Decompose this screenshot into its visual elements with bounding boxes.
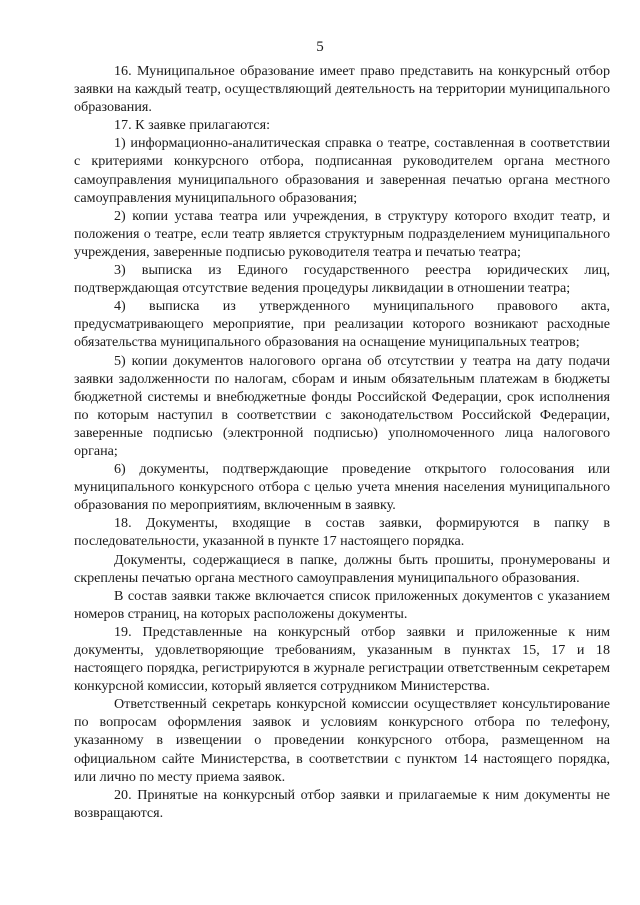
paragraph-17-item-5: 5) копии документов налогового органа об отсутствии у театра на дату подачи заявки задолженности по налогам, сборам и иным обязательным платежам в бюджеты бюджетной системы и внебюджетные фонды Российской Федерации, срок исполнения по которым наступил в соответствии с законодательством Российской Федерации, заверенные подписью (электронной подписью) уполномоченного лица налогового органа;	[74, 352, 610, 459]
paragraph-19: 19. Представленные на конкурсный отбор заявки и приложенные к ним документы, удовлетворяющие требованиям, указанным в пунктах 15, 17 и 18 настоящего порядка, регистрируются в журнале регистрации ответственным секретарем конкурсной комиссии, который является сотрудником Министерства.	[74, 623, 610, 695]
paragraph-19-secretary: Ответственный секретарь конкурсной комиссии осуществляет консультирование по вопросам оформления заявок и условиям конкурсного отбора по телефону, указанному в извещении о проведении конкурсного отбора, размещенном на официальном сайте Министерства, в соответствии с пунктом 14 настоящего порядка, или лично по месту приема заявок.	[74, 696, 610, 785]
paragraph-18-binding: Документы, содержащиеся в папке, должны быть прошиты, пронумерованы и скреплены печатью органа местного самоуправления муниципального образования.	[74, 551, 610, 586]
document-body	[74, 62, 610, 822]
paragraph-18-list: В состав заявки также включается список приложенных документов с указанием номеров страниц, на которых расположены документы.	[74, 587, 610, 622]
page-number: 5	[316, 39, 324, 55]
paragraph-17-item-2: 2) копии устава театра или учреждения, в структуру которого входит театр, и положения о театре, если театр является структурным подразделением муниципального учреждения, заверенные подписью руководителя театра и печатью театра;	[74, 207, 610, 260]
paragraph-17-item-4: 4) выписка из утвержденного муниципального правового акта, предусматривающего мероприятие, при реализации которого возникают расходные обязательства муниципального образования на оснащение муниципальных театров;	[74, 298, 610, 351]
paragraph-17-item-1: 1) информационно-аналитическая справка о театре, составленная в соответствии с критериями конкурсного отбора, подписанная руководителем органа местного самоуправления муниципального образования и заверенная печатью органа местного самоуправления муниципального образования;	[74, 135, 610, 206]
paragraph-16: 16. Муниципальное образование имеет право представить на конкурсный отбор заявки на каждый театр, осуществляющий деятельность на территории муниципального образования.	[74, 63, 610, 116]
paragraph-17-intro: 17. К заявке прилагаются:	[114, 117, 271, 134]
paragraph-20: 20. Принятые на конкурсный отбор заявки и прилагаемые к ним документы не возвращаются.	[74, 786, 610, 821]
paragraph-17-item-6: 6) документы, подтверждающие проведение открытого голосования или муниципального конкурсного отбора с целью учета мнения населения муниципального образования по мероприятиям, включенным в заявку.	[74, 461, 610, 514]
paragraph-17-item-3: 3) выписка из Единого государственного реестра юридических лиц, подтверждающая отсутствие ведения процедуры ликвидации в отношении театра;	[74, 262, 610, 297]
paragraph-18: 18. Документы, входящие в состав заявки, формируются в папку в последовательности, указанной в пункте 17 настоящего порядка.	[74, 515, 610, 550]
